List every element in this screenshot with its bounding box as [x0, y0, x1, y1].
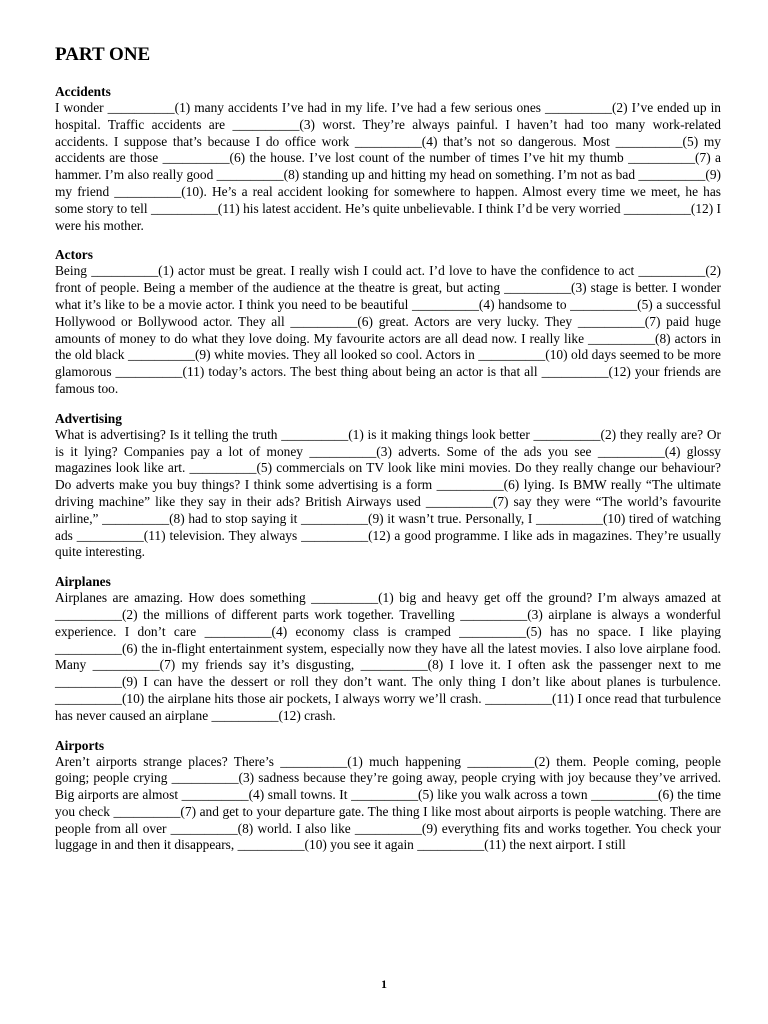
section-heading: Advertising	[55, 410, 122, 426]
section-accidents	[55, 83, 721, 234]
section-heading: Airports	[55, 737, 105, 753]
part-title: PART ONE	[55, 44, 151, 65]
section-paragraph: Airplanes are amazing. How does something __________(1) big and heavy get off the ground? I’m always amazed at __________(2) the millions of different parts work together. Travelling __________(3) airplane is always a wonderful experience. I don’t care __________(4) economy class is cramped __________(5) has no space. I like playing __________(6) the in-flight entertainment system, especially now they have all the latest movies. I also love airplane food. Many __________(7) my friends say it’s disgusting, __________(8) I love it. I often ask the passenger next to me __________(9) I can have the dessert or roll they don’t want. The only thing I don’t like about planes is turbulence. __________(10) the airplane hits those air pockets, I always worry we’ll crash. __________(11) I once read that turbulence has never caused an airplane __________(12) crash.	[55, 590, 721, 723]
section-actors	[55, 246, 721, 397]
section-heading: Accidents	[55, 84, 111, 99]
section-airplanes	[55, 573, 721, 724]
document-page	[55, 44, 721, 866]
section-heading: Airplanes	[55, 574, 111, 590]
section-paragraph: I wonder __________(1) many accidents I’ve had in my life. I’ve had a few serious ones __________(2) I’ve ended up in hospital. Traffic accidents are __________(3) worst. They’re always painful. I haven’t had too many work-related accidents. I suppose that’s because I do office work __________(4) that’s not so dangerous. Most __________(5) my accidents are those __________(6) the house. I’ve lost count of the number of times I’ve hit my thumb __________(7) a hammer. I’m also really good __________(8) standing up and hitting my head on something. I’m not as bad __________(9) my friend __________(10). He’s a real accident looking for somewhere to happen. Almost every time we meet, he has some story to tell __________(11) his latest accident. He’s quite unbelievable. I think I’d be very worried __________(12) I were his mother.	[55, 100, 721, 233]
section-paragraph: What is advertising? Is it telling the truth __________(1) is it making things look better __________(2) they really are? Or is it lying? Companies pay a lot of money __________(3) adverts. Some of the ads you see __________(4) glossy magazines look like art. __________(5) commercials on TV look like mini movies. Do they really change our behaviour? Do adverts make you buy things? I think some advertising is a form __________(6) lying. Is BMW really “The ultimate driving machine” like they say in their ads? British Airways used __________(7) say they were “The world’s favourite airline,” __________(8) had to stop saying it __________(9) it wasn’t true. Personally, I __________(10) tired of watching ads __________(11) television. They always __________(12) a good programme. I like ads in magazines. They’re usually quite interesting.	[55, 426, 721, 560]
section-heading: Actors	[55, 247, 93, 263]
section-paragraph: Aren’t airports strange places? There’s __________(1) much happening __________(2) them. People coming, people going; people crying __________(3) sadness because they’re going away, people crying with joy because they’ve arrived. Big airports are almost __________(4) small towns. It __________(5) like you walk across a town __________(6) the time you check __________(7) and get to your departure gate. The thing I like most about airports is people watching. There are people from all over __________(8) world. I also like __________(9) everything fits and works together. You check your luggage in and then it disappears, __________(10) you see it again __________(11) the next airport. I still	[55, 753, 721, 853]
page-number: 1	[381, 977, 387, 991]
section-advertising	[55, 410, 721, 561]
section-paragraph: Being __________(1) actor must be great. I really wish I could act. I’d love to have the confidence to act __________(2) front of people. Being a member of the audience at the theatre is great, but acting __________(3) stage is better. I wonder what it’s like to be a movie actor. I think you need to be beautiful __________(4) handsome to __________(5) a successful Hollywood or Bollywood actor. They all __________(6) great. Actors are very lucky. They __________(7) paid huge amounts of money to do what they love doing. My favourite actors are all dead now. I really like __________(8) actors in the old black __________(9) white movies. They all looked so cool. Actors in __________(10) old days seemed to be more glamorous __________(11) today’s actors. The best thing about being an actor is that all __________(12) your friends are famous too.	[55, 263, 721, 396]
section-airports	[55, 737, 721, 855]
